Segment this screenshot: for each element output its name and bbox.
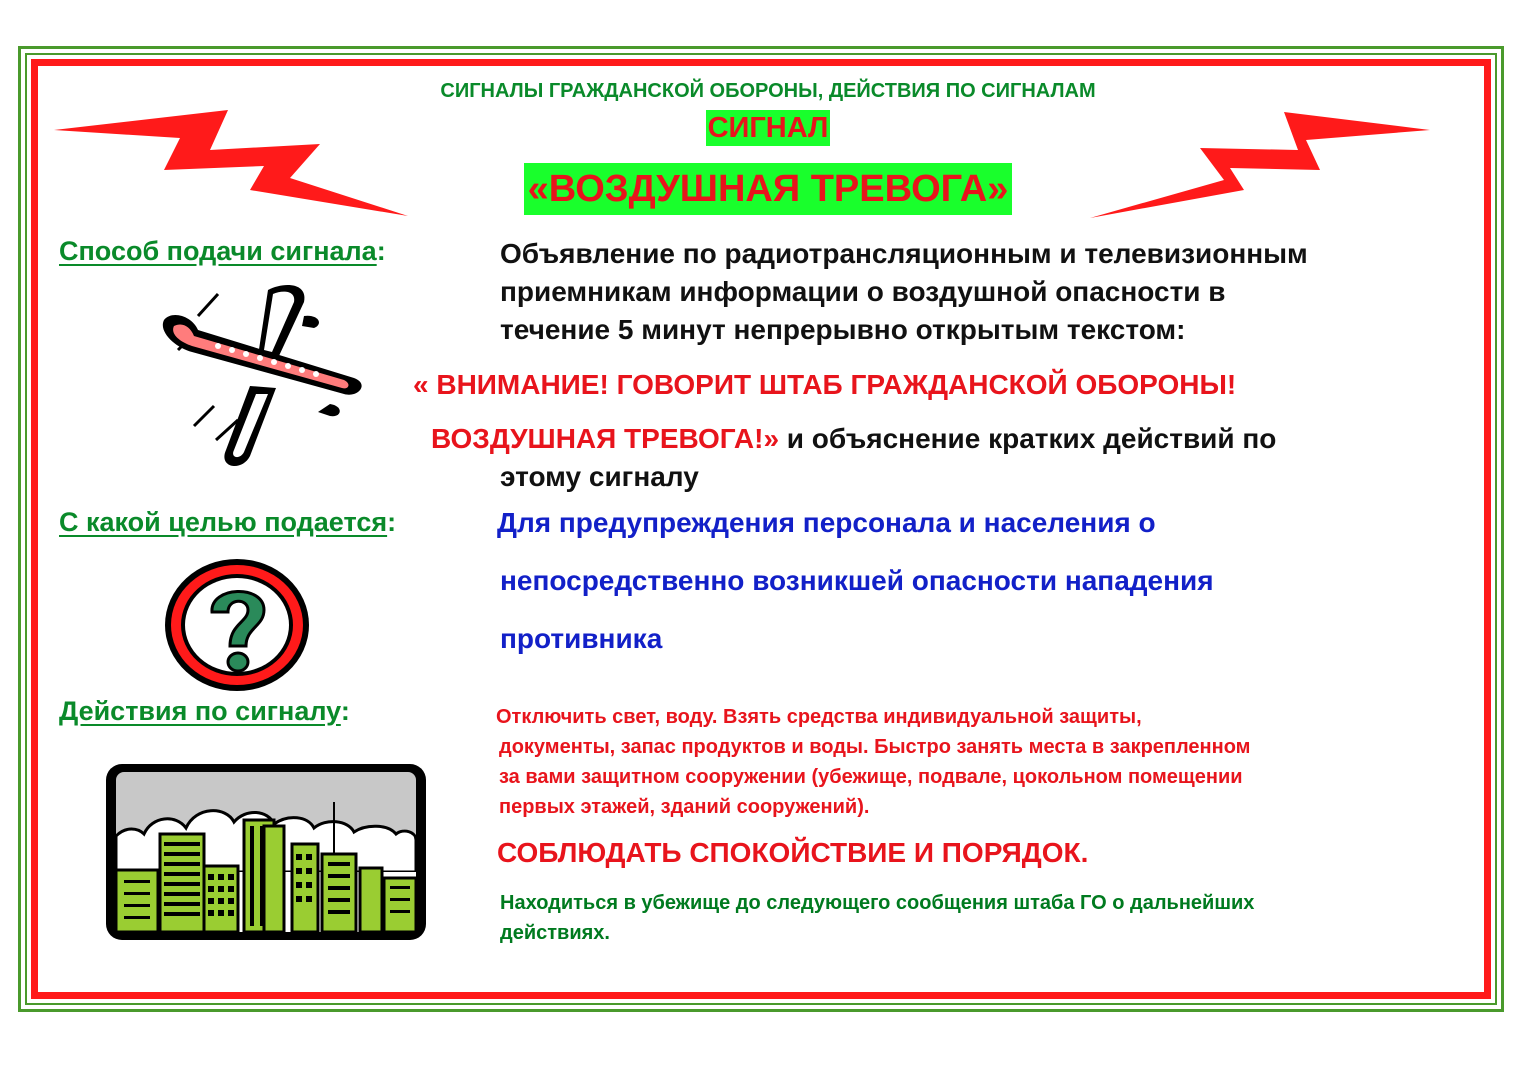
method-label <box>59 236 386 267</box>
signal-word: СИГНАЛ <box>707 112 829 144</box>
purpose-label <box>59 507 396 538</box>
actions-line-3: за вами защитном сооружении (убежище, подвале, цокольном помещении <box>499 766 1243 788</box>
announcement-quote-line-1: « ВНИМАНИЕ! ГОВОРИТ ШТАБ ГРАЖДАНСКОЙ ОБОРОНЫ! <box>413 369 1237 400</box>
method-line-3: течение 5 минут непрерывно открытым текстом: <box>500 314 1186 345</box>
method-label-colon: : <box>376 236 386 266</box>
stay-line-1: Находиться в убежище до следующего сообщения штаба ГО о дальнейших <box>500 892 1255 914</box>
actions-label <box>59 696 350 727</box>
announcement-quote-end: ВОЗДУШНАЯ ТРЕВОГА!» <box>431 423 780 454</box>
method-label-text: Способ подачи сигнала <box>59 236 377 266</box>
method-line-1: Объявление по радиотрансляционным и телевизионным <box>500 238 1308 269</box>
purpose-line-3: противника <box>500 623 663 654</box>
signal-title-wrap <box>0 163 1536 215</box>
signal-title: «ВОЗДУШНАЯ ТРЕВОГА» <box>524 163 1013 215</box>
purpose-line-1: Для предупреждения персонала и населения о <box>497 507 1156 538</box>
announcement-quote-line-2 <box>431 420 1276 458</box>
actions-line-4: первых этажей, зданий сооружений). <box>499 796 870 818</box>
purpose-label-colon: : <box>387 507 397 537</box>
stay-shelter-text <box>500 888 1254 948</box>
actions-line-1: Отключить свет, воду. Взять средства индивидуальной защиты, <box>496 706 1142 728</box>
poster-subtitle: СИГНАЛЫ ГРАЖДАНСКОЙ ОБОРОНЫ, ДЕЙСТВИЯ ПО СИГНАЛАМ <box>440 80 1096 102</box>
airplane-icon <box>158 280 368 470</box>
city-skyline-icon <box>104 762 428 942</box>
purpose-label-text: С какой целью подается <box>59 507 388 537</box>
method-description <box>500 235 1308 349</box>
calm-order-text: СОБЛЮДАТЬ СПОКОЙСТВИЕ И ПОРЯДОК. <box>497 837 1089 868</box>
actions-label-text: Действия по сигналу <box>59 696 341 726</box>
actions-label-colon: : <box>340 696 350 726</box>
purpose-line-2: непосредственно возникшей опасности нападения <box>500 565 1214 596</box>
signal-word-wrap <box>0 110 1536 146</box>
announcement-explain: и объяснение кратких действий по <box>779 423 1277 454</box>
question-mark-sign-icon <box>160 554 314 696</box>
method-line-2: приемникам информации о воздушной опасности в <box>500 276 1226 307</box>
stay-line-2: действиях. <box>500 922 610 944</box>
actions-line-2: документы, запас продуктов и воды. Быстро занять места в закрепленном <box>499 736 1251 758</box>
announcement-explain-2: этому сигналу <box>500 461 699 492</box>
actions-description <box>496 702 1250 822</box>
